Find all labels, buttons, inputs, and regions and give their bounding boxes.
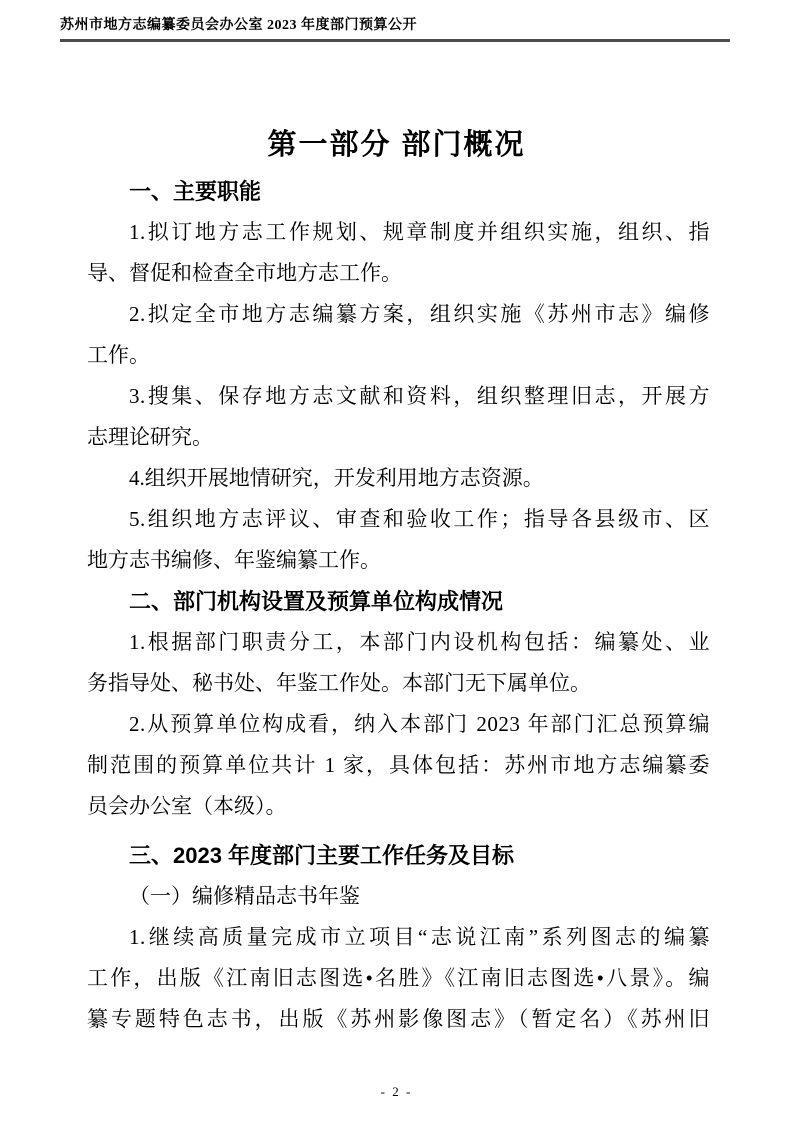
document-line: 志理论研究。 xyxy=(87,425,213,449)
document-line: 导、督促和检查全市地方志工作。 xyxy=(87,261,402,285)
section-heading-1: 一、主要职能 xyxy=(129,179,262,204)
document-line: 纂专题特色志书，出版《苏州影像图志》（暂定名）《苏州旧 xyxy=(87,1007,710,1031)
document-line: 员会办公室（本级）。 xyxy=(87,794,287,818)
document-line: 地方志书编修、年鉴编纂工作。 xyxy=(87,548,381,572)
document-line: 1.根据部门职责分工，本部门内设机构包括：编纂处、业 xyxy=(129,630,710,654)
document-line: 1.继续高质量完成市立项目“志说江南”系列图志的编纂 xyxy=(129,925,710,949)
document-line: 1.拟订地方志工作规划、规章制度并组织实施，组织、指 xyxy=(129,220,710,244)
subsection-heading: （一）编修精品志书年鉴 xyxy=(129,884,360,908)
document-line: 2.拟定全市地方志编纂方案，组织实施《苏州市志》编修 xyxy=(129,302,710,326)
page-header xyxy=(60,14,730,42)
document-line: 制范围的预算单位共计 1 家，具体包括：苏州市地方志编纂委 xyxy=(87,753,710,777)
document-line: 工作，出版《江南旧志图选•名胜》《江南旧志图选•八景》。编 xyxy=(87,966,710,990)
document-title: 第一部分 部门概况 xyxy=(267,129,526,161)
section-heading-3: 三、2023 年度部门主要工作任务及目标 xyxy=(129,843,515,868)
document-line: 务指导处、秘书处、年鉴工作处。本部门无下属单位。 xyxy=(87,671,591,695)
document-body xyxy=(87,171,710,1040)
header-title: 苏州市地方志编纂委员会办公室 2023 年度部门预算公开 xyxy=(60,18,417,33)
document-line: 5.组织地方志评议、审查和验收工作；指导各县级市、区 xyxy=(129,507,710,531)
document-line: 工作。 xyxy=(87,343,150,367)
document-line: 4.组织开展地情研究，开发利用地方志资源。 xyxy=(129,466,544,490)
page-number: - 2 - xyxy=(380,1084,413,1099)
document-line: 2.从预算单位构成看，纳入本部门 2023 年部门汇总预算编 xyxy=(129,712,710,736)
section-heading-2: 二、部门机构设置及预算单位构成情况 xyxy=(129,589,504,614)
document-line: 3.搜集、保存地方志文献和资料，组织整理旧志，开展方 xyxy=(129,384,710,408)
